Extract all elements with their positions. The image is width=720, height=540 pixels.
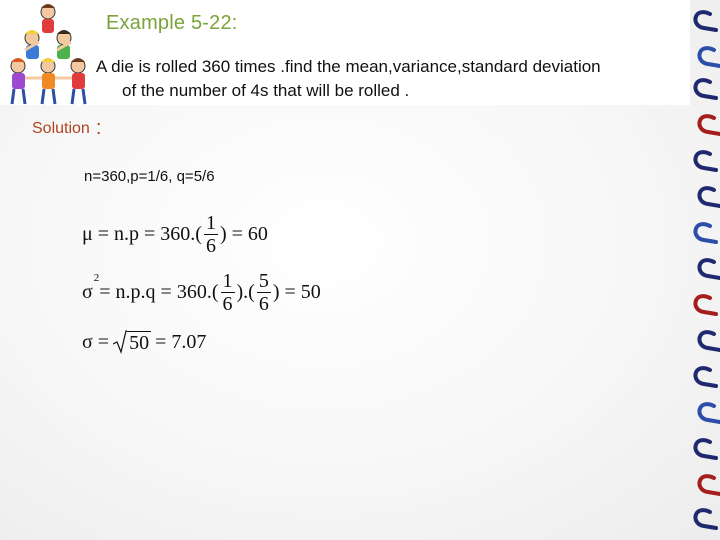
curl-ornament [695, 80, 716, 98]
variance-denominator-2: 6 [258, 293, 269, 315]
curl-ornament [699, 116, 720, 134]
variance-rhs: ) = 50 [272, 281, 321, 303]
mean-denominator: 6 [205, 235, 216, 257]
curl-ornament [695, 440, 716, 458]
curl-ornament [699, 476, 720, 494]
curl-ornament [699, 188, 720, 206]
variance-numerator-1: 1 [222, 270, 233, 292]
curl-ornament [695, 296, 716, 314]
variance-fraction-2 [257, 270, 271, 315]
mean-formula [82, 212, 268, 257]
variance-exponent: 2 [93, 272, 100, 285]
curl-ornament [695, 368, 716, 386]
mean-lhs: μ = n.p = 360.( [82, 223, 202, 245]
curl-ornament [695, 12, 716, 30]
std-rhs: = 7.07 [155, 330, 207, 353]
solution-label: Solution [32, 120, 90, 137]
slide-title: Example 5-22: [106, 12, 238, 34]
variance-fraction-1 [221, 270, 235, 315]
variance-denominator-1: 6 [222, 293, 233, 315]
curl-ornament [699, 48, 720, 66]
solution-colon: : [95, 117, 102, 139]
variance-formula [82, 270, 321, 315]
variance-numerator-2: 5 [258, 270, 269, 292]
std-dev-formula [82, 330, 206, 354]
curl-ornament [699, 260, 720, 278]
radicand: 50 [129, 332, 150, 354]
solution-heading [32, 116, 101, 139]
curl-border-decoration-icon [678, 0, 720, 540]
sigma-symbol: σ [82, 281, 93, 303]
radical-sign-icon [113, 330, 127, 354]
problem-line-2: of the number of 4s that will be rolled . [122, 81, 410, 100]
problem-statement [96, 55, 696, 103]
curl-ornament [695, 224, 716, 242]
variance-lhs: = n.p.q = 360.( [99, 281, 219, 303]
mean-rhs: ) = 60 [219, 223, 268, 245]
curl-ornament [699, 332, 720, 350]
variance-mid: ).( [236, 281, 255, 303]
curl-ornament [695, 152, 716, 170]
square-root [113, 330, 151, 354]
problem-line-1: A die is rolled 360 times .find the mean,variance,standard deviation [96, 57, 601, 76]
children-pyramid-clipart-icon [2, 0, 94, 112]
curl-ornament [699, 404, 720, 422]
mean-fraction [204, 212, 218, 257]
std-lhs: σ = [82, 330, 110, 353]
variance-symbol [82, 272, 100, 304]
parameters-line: n=360,p=1/6, q=5/6 [84, 168, 215, 185]
mean-numerator: 1 [205, 212, 216, 234]
curl-ornament [695, 510, 716, 528]
